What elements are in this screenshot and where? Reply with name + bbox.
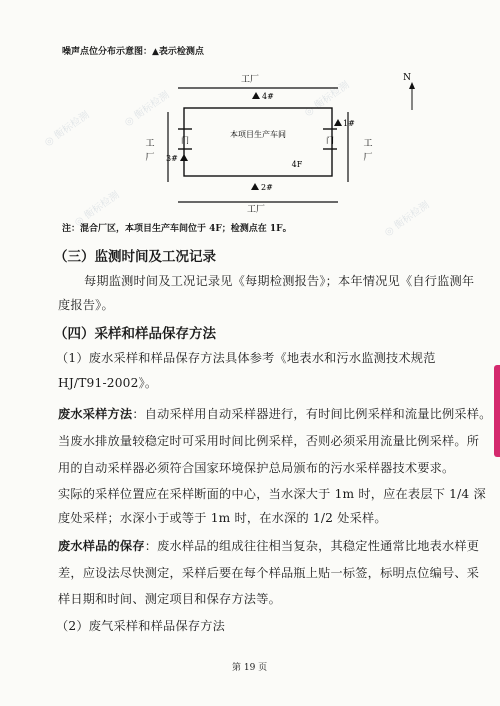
wastewater-storage-label: 废水样品的保存 — [58, 539, 145, 553]
section-4-p4-line-1: ：废水样品的组成往往相当复杂，其稳定性通常比地表水样更 — [144, 539, 480, 553]
section-4-p1-line-2: HJ/T91-2002》。 — [58, 376, 158, 390]
section-4-p4-line-2: 差，应设法尽快测定，采样后要在每个样品瓶上贴一标签，标明点位编号、采 — [58, 566, 480, 580]
section-4-p5: （2）废气采样和样品保存方法 — [56, 619, 225, 633]
monitor-point-3-label: 3# — [166, 154, 178, 163]
noise-point-diagram — [0, 0, 500, 240]
north-label: N — [403, 73, 411, 83]
wastewater-storage-paragraph — [58, 537, 479, 554]
section-4-p3-line-1: 实际的采样位置应在采样断面的中心，当水深大于 1m 时，应在表层下 1/4 深 — [58, 487, 486, 501]
watermark: ◎ 衡标检测 — [302, 79, 352, 119]
section-4-heading: （四）采样和样品保存方法 — [54, 326, 216, 342]
monitor-point-4-label: 4# — [262, 92, 274, 101]
factory-label-bottom: 工厂 — [246, 205, 266, 215]
section-4-p4-line-3: 样日期和时间、测定项目和保存方法等。 — [58, 592, 281, 606]
factory-label-top: 工厂 — [240, 75, 260, 85]
monitor-point-2-marker — [251, 183, 259, 190]
monitor-point-1-marker — [334, 119, 342, 126]
watermark: ◎ 衡标检测 — [122, 89, 172, 129]
factory-label-left-2: 厂 — [145, 153, 155, 163]
wastewater-sampling-label: 废水采样方法 — [58, 407, 133, 421]
figure-caption-legend: ▲表示检测点 — [152, 47, 204, 57]
watermark: ◎ 衡标检测 — [42, 109, 92, 149]
section-3-line-2: 度报告》。 — [58, 298, 114, 312]
door-right-label: 门 — [326, 136, 334, 145]
wastewater-sampling-paragraph — [58, 405, 492, 422]
page-number: 第 19 页 — [232, 663, 268, 673]
monitor-point-4-marker — [252, 92, 260, 99]
figure-caption-title: 噪声点位分布示意图： — [62, 47, 153, 57]
monitor-point-3-marker — [180, 154, 188, 161]
section-3-line-1: 每期监测时间及工况记录见《每期检测报告》；本年情况见《自行监测年 — [84, 274, 475, 288]
monitor-point-2-label: 2# — [261, 183, 273, 192]
section-4-p2-line-3: 用的自动采样器必须符合国家环境保护总局颁布的污水采样器技术要求。 — [58, 461, 455, 475]
section-3-heading: （三）监测时间及工况记录 — [54, 249, 216, 265]
watermark: ◎ 衡标检测 — [382, 199, 432, 239]
section-4-p1-line-1: （1）废水采样和样品保存方法具体参考《地表水和污水监测技术规范 — [56, 351, 436, 365]
factory-label-right-2: 厂 — [363, 153, 373, 163]
monitor-point-1-label: 1# — [343, 119, 355, 128]
floor-label: 4F — [291, 160, 303, 169]
watermark: ◎ 衡标检测 — [72, 189, 122, 229]
north-arrowhead-icon — [409, 82, 415, 89]
section-4-p3-line-2: 度处采样；水深小于或等于 1m 时，在水深的 1/2 处采样。 — [58, 511, 387, 525]
figure-note: 注：混合厂区，本项目生产车间位于 4F；检测点在 1F。 — [62, 224, 292, 234]
section-4-p2-line-1: ：自动采样用自动采样器进行，有时间比例采样和流量比例采样。 — [132, 407, 492, 421]
section-4-p2-line-2: 当废水排放量较稳定时可采用时间比例采样，否则必须采用流量比例采样。所 — [58, 434, 480, 448]
factory-label-right: 工 — [363, 139, 373, 149]
door-left-label: 门 — [181, 136, 189, 145]
workshop-outline — [184, 108, 332, 176]
factory-label-left: 工 — [145, 139, 155, 149]
binding-mark — [494, 365, 500, 457]
workshop-label: 本项目生产车间 — [230, 130, 286, 139]
